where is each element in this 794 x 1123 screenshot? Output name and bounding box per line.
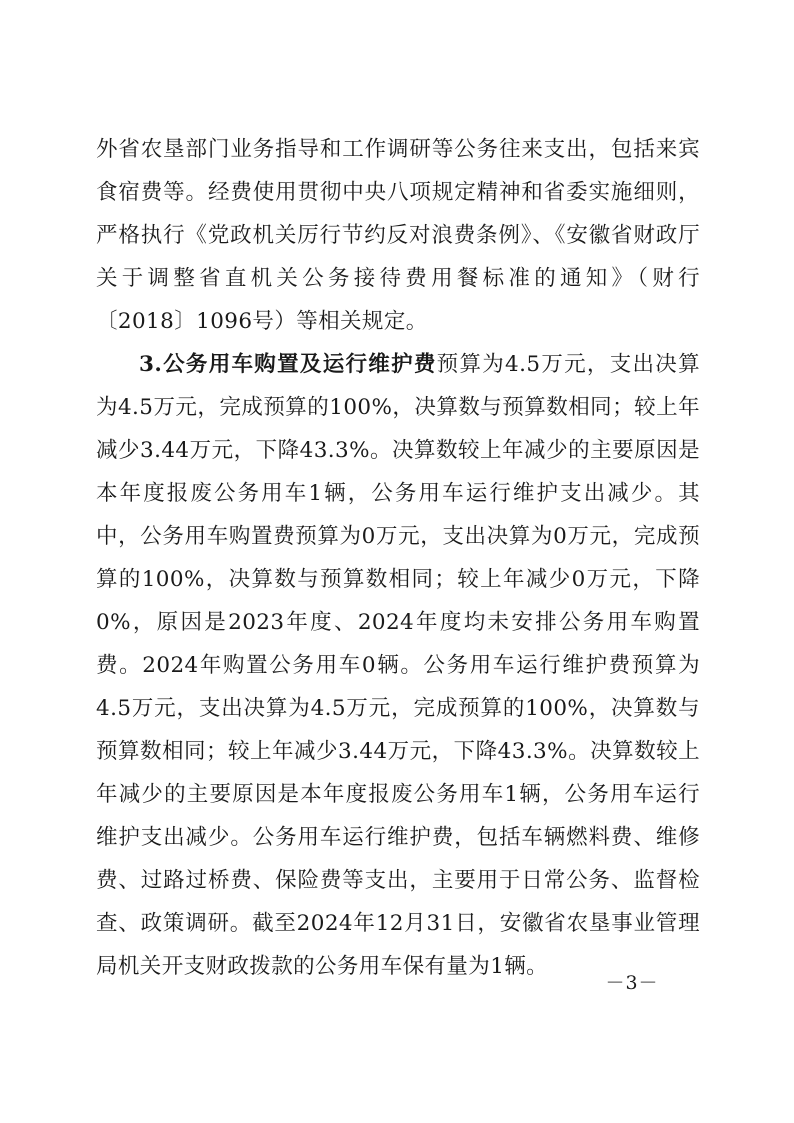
paragraph-2 bbox=[96, 343, 700, 988]
page-number-footer bbox=[0, 968, 794, 995]
paragraph-2-lead: 3.公务用车购置及运行维护费 bbox=[139, 352, 437, 377]
page-body bbox=[96, 128, 700, 988]
paragraph-1: 外省农垦部门业务指导和工作调研等公务往来支出，包括来宾食宿费等。经费使用贯彻中央八项规定精神和省委实施细则，严格执行《党政机关厉行节约反对浪费条例》、《安徽省财政厅关于调整省直机关公务接待费用餐标准的通知》（财行〔2018〕1096号）等相关规定。 bbox=[96, 137, 700, 334]
paragraph-2-text: 预算为4.5万元，支出决算为4.5万元，完成预算的100%，决算数与预算数相同；较上年减少3.44万元，下降43.3%。决算数较上年减少的主要原因是本年度报废公务用车1辆，公务用车运行维护支出减少。其中，公务用车购置费预算为0万元，支出决算为0万元，完成预算的100%，决算数与预算数相同；较上年减少0万元，下降0%，原因是2023年度、2024年度均未安排公务用车购置费。2024年购置公务用车0辆。公务用车运行维护费预算为4.5万元，支出决算为4.5万元，完成预算的100%，决算数与预算数相同；较上年减少3.44万元，下降43.3%。决算数较上年减少的主要原因是本年度报废公务用车1辆，公务用车运行维护支出减少。公务用车运行维护费，包括车辆燃料费、维修费、过路过桥费、保险费等支出，主要用于日常公务、监督检查、政策调研。截至2024年12月31日，安徽省农垦事业管理局机关开支财政拨款的公务用车保有量为1辆。 bbox=[96, 352, 700, 979]
page-number-value: －3－ bbox=[605, 972, 659, 994]
